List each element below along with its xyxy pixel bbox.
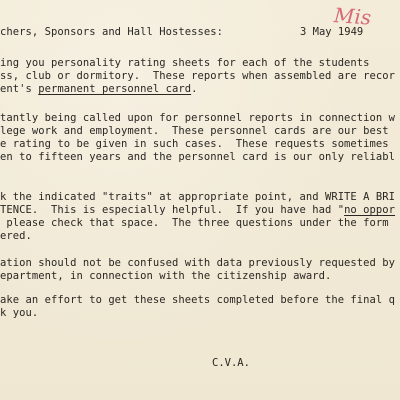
paragraph-1-line-2: ss, club or dormitory. These reports when assembled are recor — [0, 70, 396, 82]
paragraph-3-line-1: k the indicated "traits" at appropriate point, and WRITE A BRI — [0, 191, 396, 203]
paragraph-2-line-4: en to fifteen years and the personnel card is our only reliabl — [0, 151, 396, 163]
memo-date: 3 May 1949 — [300, 26, 364, 38]
paragraph-5-line-1: ake an effort to get these sheets completed before the final q — [0, 294, 396, 306]
paragraph-2-line-3: e rating to be given in such cases. These requests sometimes — [0, 138, 389, 150]
paragraph-1-line-3 — [0, 83, 198, 96]
paragraph-2-line-1: tantly being called upon for personnel reports in connection w — [0, 112, 396, 124]
salutation: chers, Sponsors and Hall Hostesses: — [0, 26, 224, 38]
paragraph-3-line-4: ered. — [0, 230, 32, 242]
paragraph-3-line-2 — [0, 204, 395, 217]
permanent-personnel-card-text: permanent personnel card — [38, 83, 192, 95]
no-opportunity-text: no oppor — [344, 204, 396, 216]
paragraph-1-line-1: ing you personality rating sheets for each of the students — [0, 57, 370, 69]
paragraph-3-line-3: please check that space. The three questions under the form — [0, 217, 389, 229]
paragraph-1-line-3-suffix: . — [191, 83, 198, 95]
signature-initials: C.V.A. — [212, 357, 250, 369]
paragraph-4-line-2: epartment, in connection with the citizenship award. — [0, 270, 332, 282]
paragraph-4-line-1: ation should not be confused with data previously requested by — [0, 257, 396, 269]
paragraph-1-line-3-prefix: ent's — [0, 83, 39, 95]
paragraph-5-line-2: k you. — [0, 307, 39, 319]
paragraph-3-line-2-prefix: TENCE. This is especially helpful. If you have had " — [0, 204, 345, 216]
handwritten-note: Mis — [333, 3, 372, 30]
paragraph-2-line-2: lege work and employment. These personnel cards are our best — [0, 125, 389, 137]
